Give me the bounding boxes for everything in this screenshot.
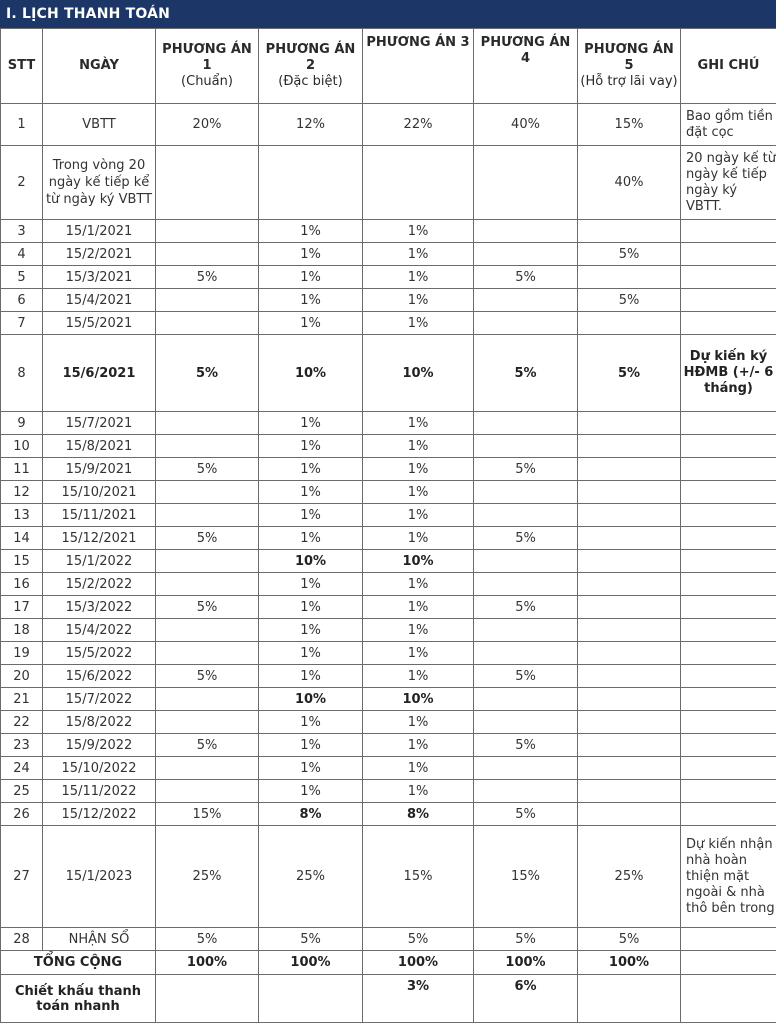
cell-p1 — [156, 619, 259, 642]
cell-p4 — [474, 550, 578, 573]
cell-stt: 4 — [1, 243, 43, 266]
cell-p4 — [474, 412, 578, 435]
table-row — [1, 928, 776, 951]
cell-p1: 15% — [156, 803, 259, 826]
cell-p2: 1% — [259, 412, 363, 435]
cell-p2: 100% — [259, 951, 363, 975]
cell-stt: 27 — [1, 826, 43, 928]
cell-p4: 5% — [474, 803, 578, 826]
cell-stt: 1 — [1, 104, 43, 146]
cell-note — [681, 803, 776, 826]
table-row — [1, 550, 776, 573]
cell-p5 — [578, 734, 681, 757]
cell-stt: 7 — [1, 312, 43, 335]
cell-note: Bao gồm tiền đặt cọc — [681, 104, 776, 146]
table-row — [1, 734, 776, 757]
cell-p2: 10% — [259, 688, 363, 711]
cell-note: Dự kiến ký HĐMB (+/- 6 tháng) — [681, 335, 776, 412]
table-row — [1, 826, 776, 928]
table-row — [1, 412, 776, 435]
cell-p2: 8% — [259, 803, 363, 826]
cell-stt: 16 — [1, 573, 43, 596]
cell-p2: 1% — [259, 734, 363, 757]
header-stt: STT — [1, 29, 43, 104]
cell-date: 15/8/2022 — [43, 711, 156, 734]
cell-p1 — [156, 312, 259, 335]
cell-date: 15/4/2021 — [43, 289, 156, 312]
cell-stt: 20 — [1, 665, 43, 688]
cell-p2: 1% — [259, 665, 363, 688]
cell-date: 15/3/2021 — [43, 266, 156, 289]
cell-p2: 1% — [259, 458, 363, 481]
cell-p5 — [578, 596, 681, 619]
header-plan-2: PHƯƠNG ÁN 2 (Đặc biệt) — [259, 29, 363, 104]
table-row — [1, 688, 776, 711]
cell-p1: 20% — [156, 104, 259, 146]
cell-date: 15/1/2021 — [43, 220, 156, 243]
table-row — [1, 665, 776, 688]
cell-p4 — [474, 435, 578, 458]
cell-p1: 5% — [156, 665, 259, 688]
cell-note — [681, 412, 776, 435]
cell-p5 — [578, 504, 681, 527]
cell-note — [681, 780, 776, 803]
cell-note — [681, 573, 776, 596]
cell-p4: 100% — [474, 951, 578, 975]
cell-p3: 1% — [363, 780, 474, 803]
cell-stt: 18 — [1, 619, 43, 642]
cell-p3: 1% — [363, 757, 474, 780]
cell-p4 — [474, 573, 578, 596]
cell-p3 — [363, 146, 474, 220]
cell-p1: 5% — [156, 335, 259, 412]
table-row — [1, 780, 776, 803]
payment-schedule-table — [0, 28, 776, 1023]
cell-p1 — [156, 412, 259, 435]
cell-p1: 5% — [156, 266, 259, 289]
cell-note — [681, 596, 776, 619]
cell-p3: 1% — [363, 665, 474, 688]
cell-stt: 5 — [1, 266, 43, 289]
cell-stt: 8 — [1, 335, 43, 412]
cell-p1 — [156, 711, 259, 734]
cell-note — [681, 951, 776, 975]
cell-p1: 5% — [156, 928, 259, 951]
cell-date: 15/12/2021 — [43, 527, 156, 550]
cell-p2: 12% — [259, 104, 363, 146]
cell-p5 — [578, 312, 681, 335]
cell-note — [681, 619, 776, 642]
cell-date: 15/10/2022 — [43, 757, 156, 780]
cell-p3: 1% — [363, 573, 474, 596]
cell-p4 — [474, 757, 578, 780]
cell-note — [681, 550, 776, 573]
cell-stt: 9 — [1, 412, 43, 435]
cell-p5 — [578, 619, 681, 642]
cell-date: 15/1/2022 — [43, 550, 156, 573]
cell-p5: 100% — [578, 951, 681, 975]
cell-p2: 1% — [259, 266, 363, 289]
cell-date: 15/2/2021 — [43, 243, 156, 266]
cell-stt: 24 — [1, 757, 43, 780]
cell-p2: 1% — [259, 711, 363, 734]
total-row-label: TỔNG CỘNG — [1, 951, 156, 975]
cell-p1 — [156, 146, 259, 220]
cell-p3: 100% — [363, 951, 474, 975]
cell-p1 — [156, 757, 259, 780]
cell-p1 — [156, 688, 259, 711]
cell-date: 15/2/2022 — [43, 573, 156, 596]
cell-stt: 19 — [1, 642, 43, 665]
cell-p5: 5% — [578, 928, 681, 951]
cell-p2: 1% — [259, 757, 363, 780]
cell-stt: 22 — [1, 711, 43, 734]
cell-p2: 1% — [259, 527, 363, 550]
cell-date: 15/7/2022 — [43, 688, 156, 711]
cell-p3: 1% — [363, 504, 474, 527]
cell-p3: 3% — [363, 975, 474, 1023]
cell-date: 15/4/2022 — [43, 619, 156, 642]
cell-stt: 26 — [1, 803, 43, 826]
cell-p2: 25% — [259, 826, 363, 928]
table-row — [1, 711, 776, 734]
cell-p3: 8% — [363, 803, 474, 826]
cell-p3: 1% — [363, 435, 474, 458]
cell-p2: 1% — [259, 780, 363, 803]
cell-p4: 5% — [474, 734, 578, 757]
cell-date: 15/10/2021 — [43, 481, 156, 504]
cell-p4 — [474, 146, 578, 220]
table-row — [1, 220, 776, 243]
cell-stt: 14 — [1, 527, 43, 550]
cell-p2: 1% — [259, 220, 363, 243]
cell-p4: 5% — [474, 527, 578, 550]
header-plan-1: PHƯƠNG ÁN 1 (Chuẩn) — [156, 29, 259, 104]
cell-p1 — [156, 435, 259, 458]
cell-note — [681, 688, 776, 711]
cell-p3: 1% — [363, 312, 474, 335]
cell-date: 15/5/2022 — [43, 642, 156, 665]
header-date: NGÀY — [43, 29, 156, 104]
table-row — [1, 504, 776, 527]
header-plan-5: PHƯƠNG ÁN 5 (Hỗ trợ lãi vay) — [578, 29, 681, 104]
cell-p1 — [156, 289, 259, 312]
header-plan-3: PHƯƠNG ÁN 3 — [363, 29, 474, 104]
cell-p2: 1% — [259, 573, 363, 596]
cell-p5 — [578, 780, 681, 803]
cell-p2: 1% — [259, 312, 363, 335]
table-row — [1, 146, 776, 220]
cell-p2: 1% — [259, 435, 363, 458]
cell-p1 — [156, 243, 259, 266]
cell-note — [681, 711, 776, 734]
cell-note — [681, 527, 776, 550]
header-plan-2-sub: (Đặc biệt) — [278, 74, 343, 89]
table-row — [1, 289, 776, 312]
cell-note — [681, 266, 776, 289]
cell-p5 — [578, 458, 681, 481]
cell-p5 — [578, 757, 681, 780]
cell-p3: 22% — [363, 104, 474, 146]
cell-date: 15/11/2021 — [43, 504, 156, 527]
cell-note — [681, 665, 776, 688]
cell-p5: 5% — [578, 243, 681, 266]
cell-p1: 5% — [156, 458, 259, 481]
cell-p5 — [578, 266, 681, 289]
cell-p2: 10% — [259, 335, 363, 412]
cell-note — [681, 435, 776, 458]
table-row — [1, 619, 776, 642]
table-row — [1, 312, 776, 335]
cell-p5 — [578, 220, 681, 243]
table-row — [1, 527, 776, 550]
cell-p2: 10% — [259, 550, 363, 573]
table-row — [1, 243, 776, 266]
cell-date: 15/6/2021 — [43, 335, 156, 412]
cell-p2: 1% — [259, 596, 363, 619]
cell-p3: 1% — [363, 596, 474, 619]
cell-note — [681, 642, 776, 665]
cell-stt: 12 — [1, 481, 43, 504]
cell-p3: 1% — [363, 527, 474, 550]
cell-date: NHẬN SỔ — [43, 928, 156, 951]
cell-p3: 1% — [363, 412, 474, 435]
cell-stt: 11 — [1, 458, 43, 481]
table-row — [1, 335, 776, 412]
cell-stt: 13 — [1, 504, 43, 527]
cell-p2: 5% — [259, 928, 363, 951]
table-row — [1, 266, 776, 289]
cell-date: 15/1/2023 — [43, 826, 156, 928]
cell-stt: 10 — [1, 435, 43, 458]
cell-p4 — [474, 220, 578, 243]
cell-p5 — [578, 573, 681, 596]
cell-p4: 5% — [474, 928, 578, 951]
cell-note — [681, 757, 776, 780]
cell-p4: 15% — [474, 826, 578, 928]
cell-p2: 1% — [259, 619, 363, 642]
table-row — [1, 435, 776, 458]
cell-p3: 1% — [363, 711, 474, 734]
cell-p1: 5% — [156, 527, 259, 550]
cell-date: 15/6/2022 — [43, 665, 156, 688]
cell-stt: 3 — [1, 220, 43, 243]
cell-p1 — [156, 220, 259, 243]
table-row — [1, 803, 776, 826]
cell-p3: 1% — [363, 458, 474, 481]
header-plan-1-sub: (Chuẩn) — [181, 74, 233, 89]
cell-date: 15/8/2021 — [43, 435, 156, 458]
cell-p1: 5% — [156, 596, 259, 619]
cell-p3: 1% — [363, 220, 474, 243]
cell-p5 — [578, 642, 681, 665]
cell-p5 — [578, 665, 681, 688]
cell-p3: 10% — [363, 550, 474, 573]
cell-p4: 5% — [474, 266, 578, 289]
cell-p4 — [474, 619, 578, 642]
cell-p1: 5% — [156, 734, 259, 757]
cell-p4: 5% — [474, 458, 578, 481]
cell-note — [681, 243, 776, 266]
cell-p5 — [578, 435, 681, 458]
table-row — [1, 104, 776, 146]
cell-note — [681, 481, 776, 504]
cell-p5: 15% — [578, 104, 681, 146]
header-note: GHI CHÚ — [681, 29, 776, 104]
cell-stt: 15 — [1, 550, 43, 573]
cell-p5 — [578, 688, 681, 711]
cell-p5: 5% — [578, 289, 681, 312]
table-row — [1, 596, 776, 619]
cell-p1 — [156, 550, 259, 573]
cell-date: 15/7/2021 — [43, 412, 156, 435]
cell-note: 20 ngày kế từ ngày kế tiếp ngày ký VBTT. — [681, 146, 776, 220]
cell-p4: 6% — [474, 975, 578, 1023]
cell-note — [681, 975, 776, 1023]
cell-p4 — [474, 711, 578, 734]
header-plan-5-sub: (Hỗ trợ lãi vay) — [580, 74, 678, 89]
cell-p5 — [578, 412, 681, 435]
table-row — [1, 458, 776, 481]
cell-p4 — [474, 504, 578, 527]
cell-note — [681, 220, 776, 243]
cell-p4: 40% — [474, 104, 578, 146]
table-row — [1, 642, 776, 665]
cell-p3: 1% — [363, 266, 474, 289]
cell-p5: 40% — [578, 146, 681, 220]
cell-p4 — [474, 642, 578, 665]
table-row — [1, 573, 776, 596]
cell-p4 — [474, 780, 578, 803]
cell-p3: 1% — [363, 734, 474, 757]
total-row — [1, 951, 776, 975]
cell-p4: 5% — [474, 596, 578, 619]
cell-p5 — [578, 481, 681, 504]
cell-p2 — [259, 975, 363, 1023]
cell-p4: 5% — [474, 665, 578, 688]
table-row — [1, 757, 776, 780]
cell-p3: 1% — [363, 243, 474, 266]
cell-p2: 1% — [259, 243, 363, 266]
cell-note — [681, 458, 776, 481]
cell-p4 — [474, 688, 578, 711]
cell-date: Trong vòng 20 ngày kế tiếp kể từ ngày ký VBTT — [43, 146, 156, 220]
cell-p5 — [578, 527, 681, 550]
cell-p2: 1% — [259, 289, 363, 312]
cell-p4: 5% — [474, 335, 578, 412]
cell-p1 — [156, 504, 259, 527]
cell-p3: 1% — [363, 289, 474, 312]
cell-p3: 1% — [363, 481, 474, 504]
cell-p5 — [578, 550, 681, 573]
cell-date: 15/5/2021 — [43, 312, 156, 335]
cell-p3: 1% — [363, 619, 474, 642]
cell-p4 — [474, 243, 578, 266]
cell-p4 — [474, 289, 578, 312]
cell-date: 15/9/2022 — [43, 734, 156, 757]
cell-p3: 10% — [363, 688, 474, 711]
cell-note: Dự kiến nhận nhà hoàn thiện mặt ngoài & nhà thô bên trong — [681, 826, 776, 928]
cell-p1: 100% — [156, 951, 259, 975]
cell-note — [681, 289, 776, 312]
cell-p5 — [578, 803, 681, 826]
cell-stt: 23 — [1, 734, 43, 757]
cell-stt: 21 — [1, 688, 43, 711]
cell-note — [681, 312, 776, 335]
cell-p5: 25% — [578, 826, 681, 928]
cell-p1 — [156, 573, 259, 596]
discount-row-label: Chiết khấu thanh toán nhanh — [1, 975, 156, 1023]
cell-stt: 17 — [1, 596, 43, 619]
section-title: I. LỊCH THANH TOÁN — [0, 0, 776, 28]
cell-p2 — [259, 146, 363, 220]
cell-p1: 25% — [156, 826, 259, 928]
cell-stt: 28 — [1, 928, 43, 951]
cell-p3: 15% — [363, 826, 474, 928]
cell-note — [681, 734, 776, 757]
cell-date: 15/11/2022 — [43, 780, 156, 803]
cell-note — [681, 504, 776, 527]
cell-p5 — [578, 711, 681, 734]
cell-p4 — [474, 312, 578, 335]
cell-p1 — [156, 481, 259, 504]
cell-p1 — [156, 642, 259, 665]
cell-p3: 1% — [363, 642, 474, 665]
cell-p5 — [578, 975, 681, 1023]
cell-p3: 10% — [363, 335, 474, 412]
cell-date: 15/9/2021 — [43, 458, 156, 481]
header-plan-4: PHƯƠNG ÁN 4 — [474, 29, 578, 104]
discount-row — [1, 975, 776, 1023]
cell-p2: 1% — [259, 481, 363, 504]
cell-p2: 1% — [259, 642, 363, 665]
cell-note — [681, 928, 776, 951]
header-row — [1, 29, 776, 104]
cell-p4 — [474, 481, 578, 504]
table-row — [1, 481, 776, 504]
cell-date: 15/3/2022 — [43, 596, 156, 619]
cell-p1 — [156, 780, 259, 803]
cell-p3: 5% — [363, 928, 474, 951]
cell-p5: 5% — [578, 335, 681, 412]
cell-stt: 6 — [1, 289, 43, 312]
cell-stt: 25 — [1, 780, 43, 803]
cell-date: 15/12/2022 — [43, 803, 156, 826]
cell-date: VBTT — [43, 104, 156, 146]
cell-p2: 1% — [259, 504, 363, 527]
cell-stt: 2 — [1, 146, 43, 220]
cell-p1 — [156, 975, 259, 1023]
